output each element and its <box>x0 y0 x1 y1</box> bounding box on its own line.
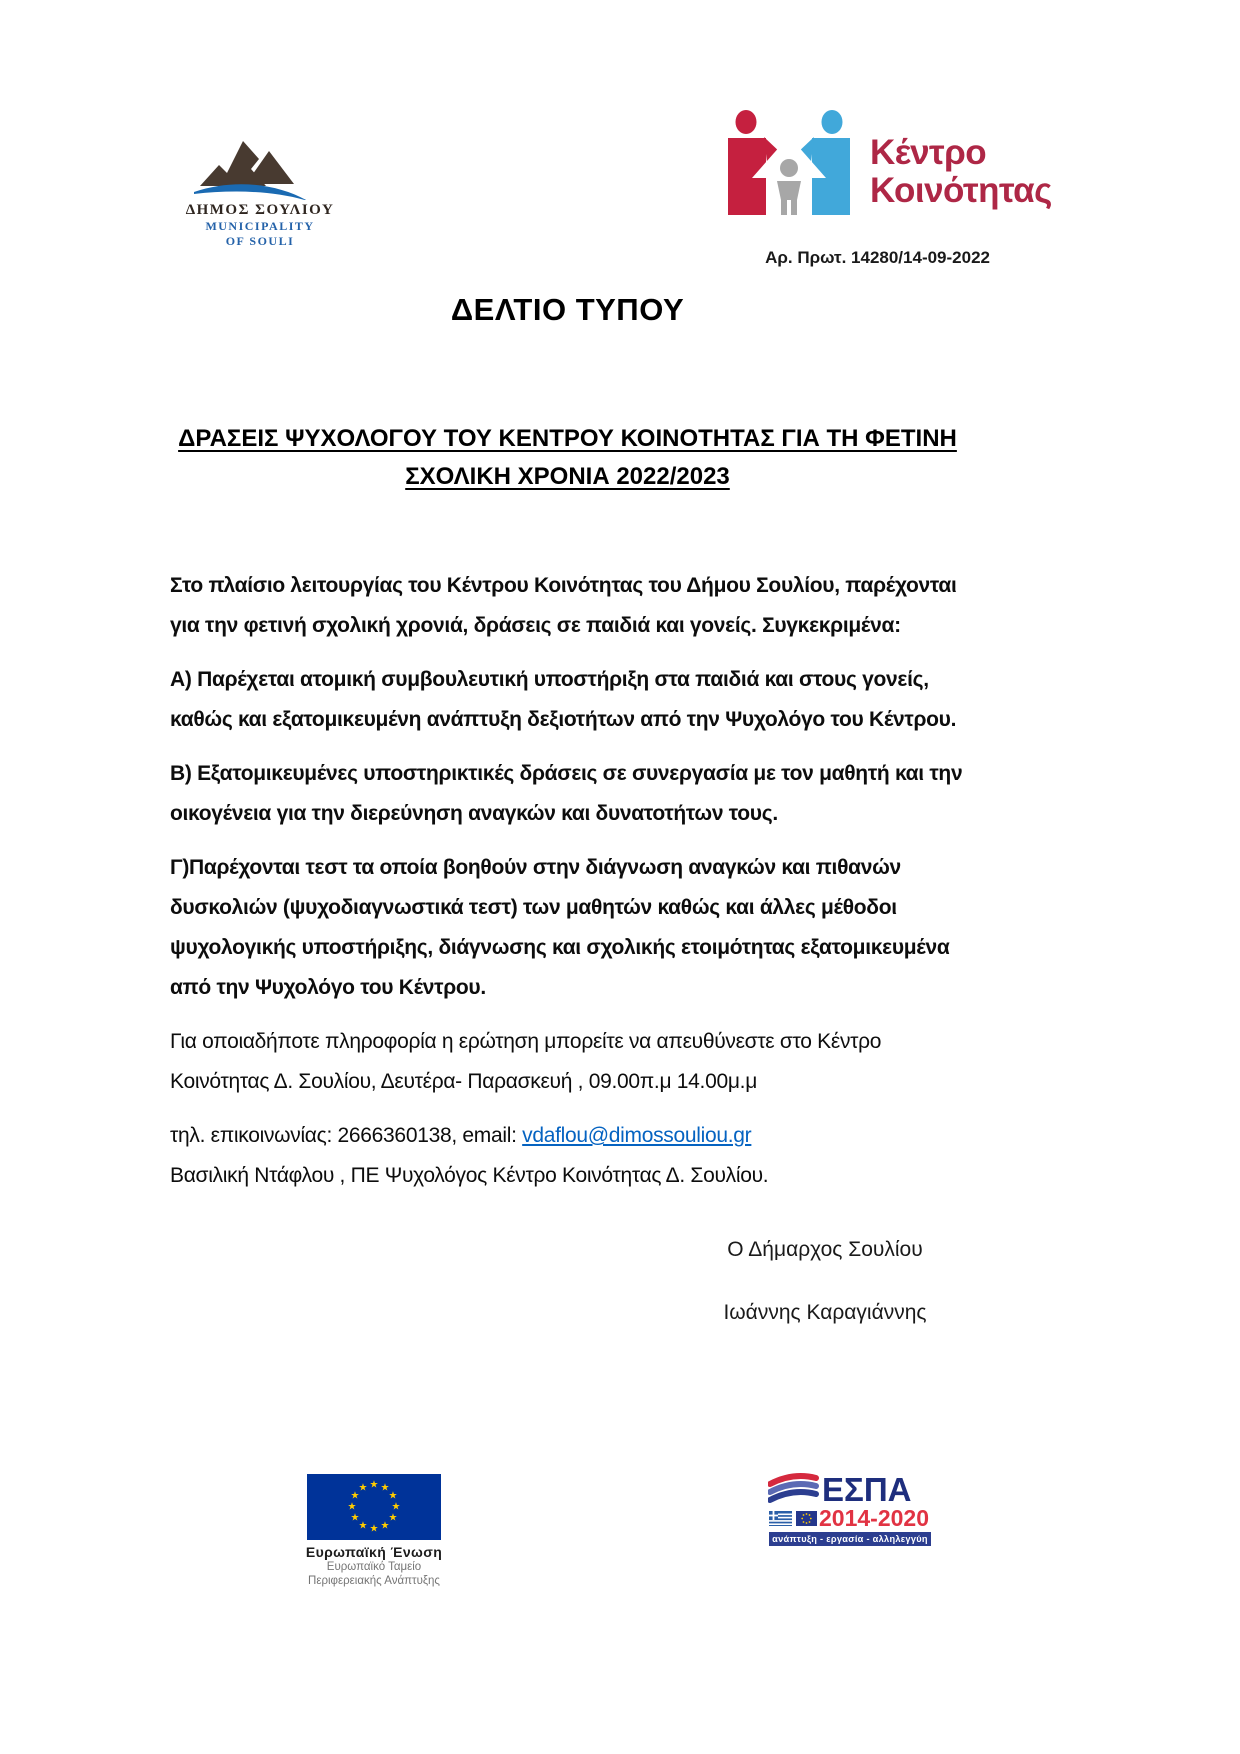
paragraph-item-c: Γ)Παρέχονται τεστ τα οποία βοηθούν στην διάγνωση αναγκών και πιθανών δυσκολιών (ψυχοδιαγνωστικά τεστ) των μαθητών καθώς και άλλες μέθοδοι ψυχολογικής υποστήριξης, διάγνωσης και σχολικής ετοιμότητας εξατομικευμένα από την Ψυχολόγο του Κέντρου. <box>170 856 950 999</box>
page-title: ΔΕΛΤΙΟ ΤΥΠΟΥ <box>450 292 685 327</box>
article-heading <box>170 420 965 496</box>
community-center-logo <box>722 110 1052 215</box>
article-heading-line2: ΣΧΟΛΙΚΗ ΧΡΟΝΙΑ 2022/2023 <box>405 463 730 490</box>
protocol-number: Αρ. Πρωτ. 14280/14-09-2022 <box>765 248 990 267</box>
signature-role: Ο Δήμαρχος Σουλίου <box>727 1238 923 1261</box>
svg-text:★: ★ <box>358 1520 368 1532</box>
mountain-wave-icon <box>190 128 330 200</box>
paragraph-item-b: Β) Εξατομικευμένες υποστηρικτικές δράσεις σε συνεργασία με τον μαθητή και την οικογένεια για την διερεύνηση αναγκών και δυνατοτήτων τους. <box>170 762 963 825</box>
svg-text:★: ★ <box>380 1520 390 1532</box>
contact-person: Βασιλική Ντάφλου , ΠΕ Ψυχολόγος Κέντρο Κοινότητας Δ. Σουλίου. <box>170 1164 769 1187</box>
email-link[interactable]: vdaflou@dimossouliou.gr <box>522 1124 752 1147</box>
family-house-icon <box>722 110 856 215</box>
svg-text:★: ★ <box>358 1482 368 1494</box>
svg-text:★: ★ <box>350 1512 360 1524</box>
svg-text:★: ★ <box>369 1523 379 1535</box>
paragraph-item-a: Α) Παρέχεται ατομική συμβουλευτική υποστήριξη στα παιδιά και στους γονείς, καθώς και εξατομικευμένη ανάπτυξη δεξιοτήτων από την Ψυχολόγο του Κέντρου. <box>170 668 957 731</box>
document-body <box>170 288 965 1210</box>
paragraph-contact <box>170 1116 965 1196</box>
eu-mini-flag-icon <box>796 1511 817 1526</box>
signature-name: Ιωάννης Καραγιάννης <box>723 1301 927 1324</box>
paragraph-intro: Στο πλαίσιο λειτουργίας του Κέντρου Κοινότητας του Δήμου Σουλίου, παρέχονται για την φετινή σχολική χρονιά, δράσεις σε παιδιά και γονείς. Συγκεκριμένα: <box>170 574 957 637</box>
svg-text:★: ★ <box>347 1501 357 1513</box>
eu-flag-icon <box>307 1474 441 1540</box>
paragraph-info: Για οποιαδήποτε πληροφορία η ερώτηση μπορείτε να απευθύνεστε στο Κέντρο Κοινότητας Δ. Σουλίου, Δευτέρα- Παρασκευή , 09.00π.μ 14.00μ.μ <box>170 1030 882 1093</box>
svg-text:★: ★ <box>350 1490 360 1502</box>
espa-years-text: 2014-2020 <box>819 1505 929 1531</box>
espa-tagline-text: ανάπτυξη - εργασία - αλληλεγγύη <box>772 1534 928 1544</box>
municipality-logo <box>178 128 342 249</box>
svg-text:★: ★ <box>380 1482 390 1494</box>
community-center-label-line1: Κέντρο <box>870 133 987 172</box>
svg-text:★: ★ <box>369 1479 379 1491</box>
eu-label-line1: Ευρωπαϊκή Ένωση <box>305 1544 443 1560</box>
svg-text:★: ★ <box>391 1501 401 1513</box>
contact-line <box>170 1116 965 1156</box>
espa-title-text: ΕΣΠΑ <box>822 1471 912 1508</box>
eu-label-line3: Περιφερειακής Ανάπτυξης <box>308 1575 440 1587</box>
espa-logo-icon <box>768 1470 933 1548</box>
eu-funding-logo <box>298 1474 450 1588</box>
signature-block <box>640 1238 1010 1325</box>
municipality-name-en1: MUNICIPALITY <box>205 219 315 233</box>
municipality-name-gr: ΔΗΜΟΣ ΣΟΥΛΙΟΥ <box>185 202 335 218</box>
municipality-name-en2: OF SOULI <box>225 234 295 248</box>
eu-label-line2: Ευρωπαϊκό Ταμείο <box>326 1561 422 1573</box>
svg-text:★: ★ <box>388 1490 398 1502</box>
contact-prefix: τηλ. επικοινωνίας: 2666360138, email: <box>170 1124 523 1147</box>
espa-logo <box>768 1470 933 1553</box>
community-center-label-line2: Κοινότητας <box>870 171 1052 210</box>
greek-flag-icon <box>769 1511 792 1526</box>
article-heading-line1: ΔΡΑΣΕΙΣ ΨΥΧΟΛΟΓΟΥ ΤΟΥ ΚΕΝΤΡΟΥ ΚΟΙΝΟΤΗΤΑΣ ΓΙΑ ΤΗ ΦΕΤΙΝΗ <box>178 425 957 452</box>
svg-text:★: ★ <box>388 1512 398 1524</box>
